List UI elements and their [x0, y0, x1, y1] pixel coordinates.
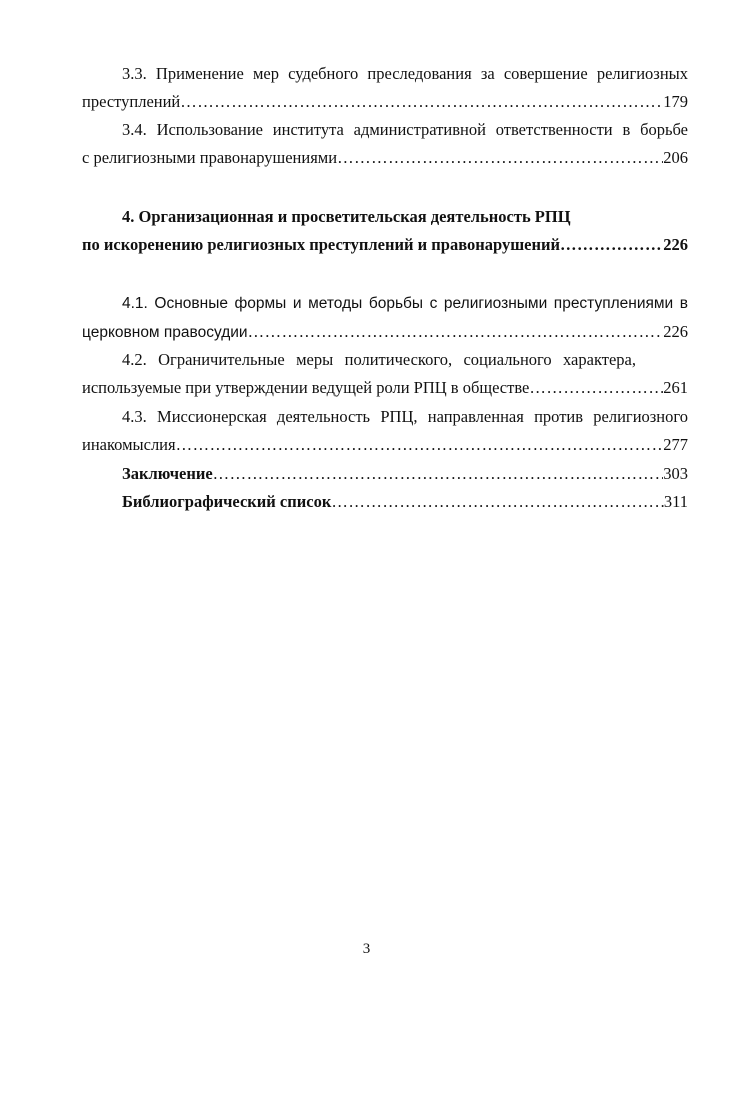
toc-3-3-title-cont: преступлений: [82, 92, 181, 111]
toc-bibliography-page: 311: [663, 492, 688, 511]
toc-leader: [560, 233, 663, 257]
toc-chapter-4-title-cont: по искоренению религиозных преступлений и правонарушений: [82, 235, 560, 254]
toc-leader: [213, 462, 664, 486]
toc-4-2-title: 4.2. Ограничительные меры политического, социального характера,: [122, 350, 636, 369]
toc-4-3-title: 4.3. Миссионерская деятельность РПЦ, направленная против религиозного: [122, 407, 688, 426]
toc-chapter-4-page: 226: [663, 235, 688, 254]
toc-leader: [176, 433, 664, 457]
toc-conclusion-label: Заключение: [122, 464, 213, 483]
toc-4-3-entry: [82, 433, 688, 457]
page-number: 3: [362, 941, 371, 957]
toc-3-3-page: 179: [663, 92, 688, 111]
toc-4-1-title: 4.1. Основные формы и методы борьбы с религиозными преступлениями в: [122, 295, 688, 312]
toc-4-3-page: 277: [663, 435, 688, 454]
toc-3-4-title-cont: с религиозными правонарушениями: [82, 148, 338, 167]
toc-3-4-title: 3.4. Использование института административной ответственности в борьбе: [122, 120, 688, 139]
toc-4-2-title-cont: используемые при утверждении ведущей роли РПЦ в обществе: [82, 378, 530, 397]
toc-conclusion-entry: [122, 462, 688, 486]
toc-leader: [529, 376, 663, 400]
toc-3-4-page: 206: [663, 148, 688, 167]
toc-leader: [248, 320, 664, 344]
toc-bibliography-entry: [122, 490, 688, 514]
toc-3-3-title: 3.3. Применение мер судебного преследования за совершение религиозных: [122, 64, 688, 83]
toc-3-3-entry: [82, 90, 688, 114]
toc-4-2-entry: [82, 376, 688, 400]
toc-3-4-entry: [82, 146, 688, 170]
toc-4-3-title-cont: инакомыслия: [82, 435, 176, 454]
toc-4-1-title-cont: церковном правосудии: [82, 324, 248, 341]
toc-chapter-4-entry: [82, 233, 688, 257]
toc-leader: [331, 490, 664, 514]
toc-leader: [180, 90, 663, 114]
toc-conclusion-page: 303: [663, 464, 688, 483]
toc-4-2-page: 261: [663, 378, 688, 397]
toc-bibliography-label: Библиографический список: [122, 492, 332, 511]
toc-chapter-4-title: 4. Организационная и просветительская деятельность РПЦ: [122, 207, 571, 226]
toc-leader: [337, 146, 663, 170]
toc-4-1-entry: [82, 320, 688, 344]
toc-4-1-page: 226: [663, 322, 688, 341]
